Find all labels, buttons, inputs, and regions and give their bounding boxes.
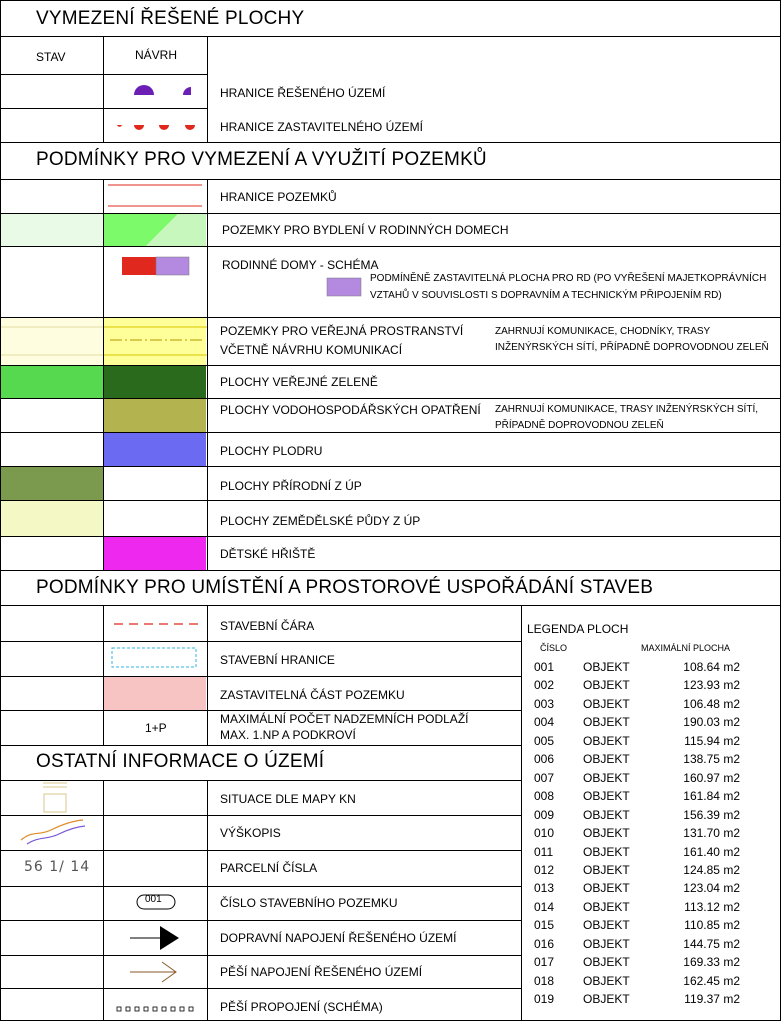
legend-row-area: 123.93 m2 bbox=[683, 678, 740, 692]
label-pesi-propojeni: PĚŠÍ PROPOJENÍ (SCHÉMA) bbox=[220, 1000, 383, 1014]
col-divider bbox=[521, 605, 522, 1021]
col-divider bbox=[207, 37, 208, 142]
divider bbox=[0, 570, 781, 571]
legend-row-type: OBJEKT bbox=[583, 678, 630, 692]
legend-row-type: OBJEKT bbox=[583, 808, 630, 822]
plodr-swatch bbox=[104, 433, 206, 467]
label-hranice-zastavitelneho: HRANICE ZASTAVITELNÉHO ÚZEMÍ bbox=[220, 120, 423, 134]
legend-row-area: 115.94 m2 bbox=[684, 734, 740, 748]
label-rd-schema: RODINNÉ DOMY - SCHÉMA bbox=[222, 258, 379, 272]
section-heading-vymezeni: VYMEZENÍ ŘEŠENÉ PLOCHY bbox=[36, 8, 305, 29]
verejna-stav-lines bbox=[1, 318, 103, 366]
legend-row-area: 161.84 m2 bbox=[683, 789, 740, 803]
legend-row-number: 011 bbox=[534, 845, 554, 859]
legend-row-number: 007 bbox=[534, 771, 555, 785]
hriste-swatch bbox=[104, 536, 206, 570]
label-bydleni: POZEMKY PRO BYDLENÍ V RODINNÝCH DOMECH bbox=[222, 223, 509, 237]
pesi-propojeni-symbol bbox=[104, 989, 207, 1021]
label-vodohosp: PLOCHY VODOHOSPODÁŘSKÝCH OPATŘENÍ bbox=[220, 403, 481, 417]
legend-row-area: 190.03 m2 bbox=[683, 715, 740, 729]
label-stavebni-hranice: STAVEBNÍ HRANICE bbox=[220, 653, 335, 667]
legend-row-type: OBJEKT bbox=[583, 845, 630, 859]
label-hriste: DĚTSKÉ HŘIŠTĚ bbox=[220, 547, 316, 561]
label-zelen: PLOCHY VEŘEJNÉ ZELENĚ bbox=[220, 375, 378, 389]
zastavitelna-swatch bbox=[104, 677, 206, 710]
divider bbox=[0, 536, 781, 537]
zelen-stav-swatch bbox=[1, 366, 103, 398]
cislo-pozemku-symbol-text: 001 bbox=[145, 894, 162, 905]
legend-row-number: 005 bbox=[534, 734, 555, 748]
label-hranice-reseneho: HRANICE ŘEŠENÉHO ÚZEMÍ bbox=[220, 86, 386, 100]
divider bbox=[0, 500, 781, 501]
hranice-reseneho-symbol bbox=[104, 75, 207, 108]
bydleni-navrh-swatch bbox=[104, 214, 206, 246]
legend-row-type: OBJEKT bbox=[583, 992, 630, 1006]
label-situace: SITUACE DLE MAPY KN bbox=[220, 792, 356, 806]
legend-row-number: 009 bbox=[534, 808, 555, 822]
label-parcelni: PARCELNÍ ČÍSLA bbox=[220, 861, 318, 875]
note-vodohosp-2: PŘÍPADNĚ DOPROVODNOU ZELEŇ bbox=[495, 420, 664, 431]
legend-row-number: 001 bbox=[534, 660, 555, 674]
label-zastavitelna-cast: ZASTAVITELNÁ ČÁST POZEMKU bbox=[220, 688, 405, 702]
legend-row-area: 169.33 m2 bbox=[683, 955, 740, 969]
hranice-pozemku-symbol bbox=[104, 180, 207, 213]
label-verejna-2: VČETNĚ NÁVRHU KOMUNIKACÍ bbox=[220, 343, 403, 357]
col-divider bbox=[207, 605, 208, 745]
label-pesi-napojeni: PĚŠÍ NAPOJENÍ ŘEŠENÉHO ÚZEMÍ bbox=[220, 965, 423, 979]
label-podlazi-1: MAXIMÁLNÍ POČET NADZEMNÍCH PODLAŽÍ bbox=[220, 712, 469, 726]
legend-row-area: 144.75 m2 bbox=[683, 937, 740, 951]
legend-col-cislo: ČÍSLO bbox=[540, 643, 568, 653]
label-cislo-pozemku: ČÍSLO STAVEBNÍHO POZEMKU bbox=[220, 896, 398, 910]
legend-title: LEGENDA PLOCH bbox=[527, 622, 629, 636]
legend-row-area: 160.97 m2 bbox=[683, 771, 740, 785]
label-zemedelske: PLOCHY ZEMĚDĚLSKÉ PŮDY Z ÚP bbox=[220, 514, 421, 528]
section-heading-podminky-vymezeni: PODMÍNKY PRO VYMEZENÍ A VYUŽITÍ POZEMKŮ bbox=[36, 149, 487, 170]
note-verejna-1: ZAHRNUJÍ KOMUNIKACE, CHODNÍKY, TRASY bbox=[495, 326, 711, 337]
legend-row-number: 010 bbox=[534, 826, 555, 840]
label-prirodni: PLOCHY PŘÍRODNÍ Z ÚP bbox=[220, 479, 362, 493]
legend-row-number: 017 bbox=[534, 955, 555, 969]
divider bbox=[0, 398, 781, 399]
legend-row-type: OBJEKT bbox=[583, 881, 630, 895]
parcelni-cislo-symbol: 56 1/ 14 bbox=[24, 859, 91, 875]
legend-row-area: 131.70 m2 bbox=[683, 826, 740, 840]
legend-row-area: 162.45 m2 bbox=[683, 974, 740, 988]
divider bbox=[0, 432, 781, 433]
label-plodr: PLOCHY PLODRU bbox=[220, 444, 323, 458]
legend-row-type: OBJEKT bbox=[583, 937, 630, 951]
divider bbox=[0, 641, 522, 642]
legend-row-area: 123.04 m2 bbox=[683, 881, 740, 895]
legend-row-area: 124.85 m2 bbox=[683, 863, 740, 877]
legend-row-area: 106.48 m2 bbox=[683, 697, 740, 711]
divider bbox=[0, 745, 522, 746]
pesi-napojeni-arrow-icon bbox=[104, 956, 207, 989]
vodohosp-swatch bbox=[104, 398, 206, 433]
note-vodohosp-1: ZAHRNUJÍ KOMUNIKACE, TRASY INŽENÝRSKÝCH SÍTÍ, bbox=[495, 404, 759, 415]
legend-row-number: 012 bbox=[534, 863, 555, 877]
legend-row-type: OBJEKT bbox=[583, 974, 630, 988]
zemedelske-swatch bbox=[1, 500, 103, 536]
legend-row-number: 006 bbox=[534, 752, 555, 766]
legend-row-area: 156.39 m2 bbox=[683, 808, 740, 822]
legend-row-number: 014 bbox=[534, 900, 555, 914]
col-divider bbox=[103, 179, 104, 570]
legend-row-number: 002 bbox=[534, 678, 555, 692]
podminena-plocha-swatch bbox=[327, 278, 361, 296]
section-heading-ostatni: OSTATNÍ INFORMACE O ÚZEMÍ bbox=[36, 751, 325, 772]
label-verejna-1: POZEMKY PRO VEŘEJNÁ PROSTRANSTVÍ bbox=[220, 324, 464, 338]
prirodni-swatch bbox=[1, 467, 103, 500]
label-dopravni: DOPRAVNÍ NAPOJENÍ ŘEŠENÉHO ÚZEMÍ bbox=[220, 931, 457, 945]
legend-row-type: OBJEKT bbox=[583, 697, 630, 711]
divider bbox=[0, 36, 781, 37]
legend-row-number: 018 bbox=[534, 974, 555, 988]
hranice-zastavitelneho-symbol bbox=[104, 109, 207, 142]
zelen-navrh-swatch bbox=[104, 366, 206, 398]
divider bbox=[0, 466, 781, 467]
column-header-stav: STAV bbox=[36, 50, 66, 64]
legend-row-type: OBJEKT bbox=[583, 715, 630, 729]
legend-row-area: 113.12 m2 bbox=[684, 900, 740, 914]
col-divider bbox=[207, 179, 208, 570]
divider bbox=[0, 955, 522, 956]
situace-kn-symbol bbox=[1, 781, 103, 815]
note-rd-1: PODMÍNĚNĚ ZASTAVITELNÁ PLOCHA PRO RD (PO VYŘEŠENÍ MAJETKOPRÁVNÍCH bbox=[370, 273, 767, 284]
legend-row-area: 138.75 m2 bbox=[683, 752, 740, 766]
divider bbox=[0, 988, 522, 989]
section-heading-podminky-umisteni: PODMÍNKY PRO UMÍSTĚNÍ A PROSTOROVÉ USPOŘÁDÁNÍ STAVEB bbox=[36, 577, 654, 598]
column-header-navrh: NÁVRH bbox=[135, 48, 178, 62]
legend-row-type: OBJEKT bbox=[583, 955, 630, 969]
legend-row-area: 110.85 m2 bbox=[684, 918, 740, 932]
note-rd-2: VZTAHŮ V SOUVISLOSTI S DOPRAVNÍM A TECHNICKÝM PŘIPOJENÍM RD) bbox=[370, 290, 722, 301]
note-verejna-2: INŽENÝRSKÝCH SÍTÍ, PŘÍPADNĚ DOPROVODNOU ZELEŇ bbox=[495, 342, 769, 353]
label-hranice-pozemku: HRANICE POZEMKŮ bbox=[220, 190, 337, 204]
label-vyskopis: VÝŠKOPIS bbox=[220, 826, 281, 840]
legend-row-type: OBJEKT bbox=[583, 752, 630, 766]
legend-row-number: 013 bbox=[534, 881, 555, 895]
legend-row-number: 019 bbox=[534, 992, 555, 1006]
legend-row-number: 008 bbox=[534, 789, 555, 803]
col-divider bbox=[207, 780, 208, 1021]
podlazi-symbol: 1+P bbox=[145, 721, 167, 735]
divider bbox=[0, 920, 522, 921]
legend-row-number: 016 bbox=[534, 937, 555, 951]
divider bbox=[0, 142, 781, 143]
bydleni-stav-swatch bbox=[1, 214, 103, 246]
legend-row-type: OBJEKT bbox=[583, 863, 630, 877]
legend-col-plocha: MAXIMÁLNÍ PLOCHA bbox=[641, 643, 731, 653]
legend-row-type: OBJEKT bbox=[583, 826, 630, 840]
legend-row-type: OBJEKT bbox=[583, 771, 630, 785]
legend-row-type: OBJEKT bbox=[583, 660, 630, 674]
label-stavebni-cara: STAVEBNÍ ČÁRA bbox=[220, 619, 315, 633]
legend-row-area: 108.64 m2 bbox=[683, 660, 740, 674]
divider bbox=[0, 850, 522, 851]
verejna-navrh-lines bbox=[104, 318, 207, 366]
dopravni-napojeni-arrow-icon bbox=[104, 921, 207, 955]
legend-row-number: 003 bbox=[534, 697, 555, 711]
divider bbox=[0, 886, 522, 887]
legend-row-area: 119.37 m2 bbox=[684, 992, 740, 1006]
rodinne-domy-symbol bbox=[104, 247, 207, 317]
label-podlazi-2: MAX. 1.NP A PODKROVÍ bbox=[220, 728, 356, 742]
legend-row-type: OBJEKT bbox=[583, 734, 630, 748]
stavebni-cara-symbol bbox=[104, 606, 207, 641]
legend-row-type: OBJEKT bbox=[583, 789, 630, 803]
legend-row-number: 004 bbox=[534, 715, 555, 729]
legend-row-type: OBJEKT bbox=[583, 918, 630, 932]
legend-row-area: 161.40 m2 bbox=[683, 845, 740, 859]
legend-row-type: OBJEKT bbox=[583, 900, 630, 914]
legend-row-number: 015 bbox=[534, 918, 555, 932]
vyskopis-symbol bbox=[1, 816, 103, 850]
stavebni-hranice-symbol bbox=[104, 642, 207, 676]
divider bbox=[0, 676, 522, 677]
divider bbox=[0, 213, 781, 214]
